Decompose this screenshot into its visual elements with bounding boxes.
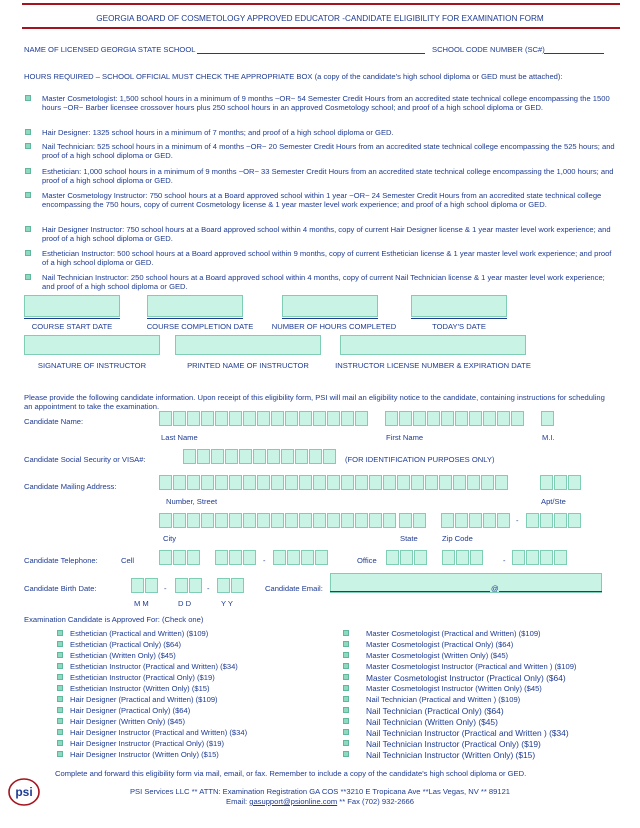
instructor-license-label: INSTRUCTOR LICENSE NUMBER & EXPIRATION DATE bbox=[335, 361, 531, 370]
birth-day-cells[interactable] bbox=[175, 578, 203, 593]
cell-label: Cell bbox=[121, 556, 135, 565]
exam-option-left: Hair Designer (Practical and Written) ($109) bbox=[70, 695, 218, 704]
instructor-signature-field[interactable] bbox=[24, 335, 160, 355]
school-code-label: SCHOOL CODE NUMBER (SC#) bbox=[432, 45, 545, 54]
hours-checkbox-5[interactable] bbox=[25, 226, 31, 232]
mm-label: M M bbox=[134, 599, 149, 608]
instructor-printed-name-label: PRINTED NAME OF INSTRUCTOR bbox=[187, 361, 309, 370]
exam-checkbox-left-11[interactable] bbox=[57, 751, 63, 757]
number-street-label: Number, Street bbox=[166, 497, 218, 506]
exam-option-left: Hair Designer (Written Only) ($45) bbox=[70, 717, 186, 726]
exam-checkbox-left-8[interactable] bbox=[57, 718, 63, 724]
hours-checkbox-2[interactable] bbox=[25, 143, 31, 149]
exam-option-right: Nail Technician Instructor (Practical Only) ($19) bbox=[366, 739, 541, 749]
hours-option-esthetician-instructor: Esthetician Instructor: 500 school hours at a Board approved school within 9 months, copy of current Esthetician license & 1 year master level work experience; and proof of a high school diploma or GED. bbox=[42, 249, 612, 268]
exam-option-right: Nail Technician (Practical and Written ) ($109) bbox=[366, 695, 521, 704]
exam-checkbox-right-3[interactable] bbox=[343, 663, 349, 669]
exam-checkbox-left-0[interactable] bbox=[57, 630, 63, 636]
telephone-label: Candidate Telephone: bbox=[24, 556, 98, 565]
exam-checkbox-right-6[interactable] bbox=[343, 696, 349, 702]
exam-checkbox-left-10[interactable] bbox=[57, 740, 63, 746]
exam-checkbox-left-7[interactable] bbox=[57, 707, 63, 713]
exam-option-left: Esthetician Instructor (Practical Only) ($19) bbox=[70, 673, 215, 682]
course-completion-date-field[interactable] bbox=[147, 295, 243, 317]
exam-option-left: Hair Designer Instructor (Practical and Written) ($34) bbox=[70, 728, 248, 737]
footer-contact bbox=[0, 797, 640, 806]
cell-area-cells[interactable] bbox=[159, 550, 201, 565]
hours-completed-line bbox=[282, 318, 378, 319]
course-completion-label: COURSE COMPLETION DATE bbox=[146, 322, 254, 331]
email-label: Candidate Email: bbox=[265, 584, 323, 593]
hours-checkbox-0[interactable] bbox=[25, 95, 31, 101]
state-cells[interactable] bbox=[399, 513, 427, 528]
hours-option-master-cosmetology-instructor: Master Cosmetology Instructor: 750 school hours at a Board approved school within 1 year ~OR~ 24 Semester Credit Hours from an accredited state technical college encompassing the 750 hours, copy of current Cosmetology license & 1 year master level work experience; and proof of a high school diploma or GED. bbox=[42, 191, 602, 210]
exam-checkbox-left-1[interactable] bbox=[57, 641, 63, 647]
approved-label: Examination Candidate is Approved For: (Check one) bbox=[24, 615, 204, 624]
exam-checkbox-right-0[interactable] bbox=[343, 630, 349, 636]
office-label: Office bbox=[357, 556, 377, 565]
hours-checkbox-1[interactable] bbox=[25, 129, 31, 135]
hours-checkbox-3[interactable] bbox=[25, 168, 31, 174]
exam-option-right: Nail Technician Instructor (Written Only) ($15) bbox=[366, 750, 536, 760]
school-name-label: NAME OF LICENSED GEORGIA STATE SCHOOL bbox=[24, 45, 196, 54]
email-prefix: Email: bbox=[226, 797, 250, 806]
candidate-name-label: Candidate Name: bbox=[24, 417, 84, 426]
exam-checkbox-right-4[interactable] bbox=[343, 674, 349, 680]
course-start-line bbox=[24, 318, 120, 319]
last-name-cells[interactable] bbox=[159, 411, 369, 426]
exam-option-right: Master Cosmetologist Instructor (Written Only) ($45) bbox=[366, 684, 542, 693]
hours-checkbox-7[interactable] bbox=[25, 274, 31, 280]
hours-option-master-cosmetologist: Master Cosmetologist: 1,500 school hours in a minimum of 9 months ~OR~ 54 Semester Credit Hours from an accredited state technical college encompassing the 1500 hours ~OR~ Barber licensee crossover hours plus 250 school hours in an approved Cosmetology school; and proof of a high school diploma or GED. bbox=[42, 94, 610, 113]
course-start-date-field[interactable] bbox=[24, 295, 120, 317]
address-label: Candidate Mailing Address: bbox=[24, 482, 117, 491]
exam-option-left: Esthetician (Practical and Written) ($109) bbox=[70, 629, 209, 638]
street-cells[interactable] bbox=[159, 475, 509, 490]
exam-checkbox-right-10[interactable] bbox=[343, 740, 349, 746]
zip-dash: - bbox=[516, 516, 519, 525]
apt-label: Apt/Ste bbox=[541, 497, 566, 506]
exam-option-left: Esthetician Instructor (Practical and Written) ($34) bbox=[70, 662, 238, 671]
todays-date-label: TODAY'S DATE bbox=[432, 322, 486, 331]
school-code-field[interactable] bbox=[544, 45, 604, 54]
exam-option-left: Hair Designer (Practical Only) ($64) bbox=[70, 706, 191, 715]
hours-option-nail-technician: Nail Technician: 525 school hours in a minimum of 4 months ~OR~ 20 Semester Credit Hours from an accredited state technical college encompassing the 525 hours; and proof of a high school diploma or GED. bbox=[42, 142, 615, 161]
exam-option-right: Nail Technician Instructor (Practical and Written ) ($34) bbox=[366, 728, 569, 738]
course-completion-line bbox=[147, 318, 243, 319]
hours-checkbox-4[interactable] bbox=[25, 192, 31, 198]
exam-option-right: Master Cosmetologist Instructor (Practical Only) ($64) bbox=[366, 673, 566, 683]
exam-option-right: Master Cosmetologist Instructor (Practical and Written ) ($109) bbox=[366, 662, 577, 671]
birth-dash-2: - bbox=[207, 584, 210, 593]
office-dash: - bbox=[503, 556, 506, 565]
form-title: GEORGIA BOARD OF COSMETOLOGY APPROVED EDUCATOR -CANDIDATE ELIGIBILITY FOR EXAMINATION FORM bbox=[96, 14, 544, 23]
exam-checkbox-right-5[interactable] bbox=[343, 685, 349, 691]
todays-date-field[interactable] bbox=[411, 295, 507, 317]
ssn-note: (FOR IDENTIFICATION PURPOSES ONLY) bbox=[345, 455, 495, 464]
fax-text: ** Fax (702) 932-2666 bbox=[337, 797, 414, 806]
birth-year-cells[interactable] bbox=[217, 578, 245, 593]
exam-option-left: Esthetician Instructor (Written Only) ($15) bbox=[70, 684, 210, 693]
exam-option-right: Nail Technician (Practical Only) ($64) bbox=[366, 706, 504, 716]
middle-initial-cell[interactable] bbox=[541, 411, 555, 426]
support-email-link[interactable]: gasupport@psionline.com bbox=[249, 797, 338, 806]
exam-checkbox-left-6[interactable] bbox=[57, 696, 63, 702]
exam-checkbox-left-4[interactable] bbox=[57, 674, 63, 680]
exam-option-left: Hair Designer Instructor (Practical Only) ($19) bbox=[70, 739, 225, 748]
exam-checkbox-right-7[interactable] bbox=[343, 707, 349, 713]
hours-completed-label: NUMBER OF HOURS COMPLETED bbox=[271, 322, 397, 331]
exam-option-left: Esthetician (Practical Only) ($64) bbox=[70, 640, 181, 649]
yy-label: Y Y bbox=[221, 599, 233, 608]
ssn-label: Candidate Social Security or VISA#: bbox=[24, 455, 146, 464]
todays-date-line bbox=[411, 318, 507, 319]
exam-checkbox-left-2[interactable] bbox=[57, 652, 63, 658]
exam-option-right: Master Cosmetologist (Practical and Written) ($109) bbox=[366, 629, 541, 638]
first-name-label: First Name bbox=[386, 433, 424, 442]
apt-cells[interactable] bbox=[540, 475, 582, 490]
hours-option-hair-designer-instructor: Hair Designer Instructor: 750 school hours at a Board approved school within 4 months, copy of current Hair Designer license & 1 year master level work experience; and proof of a high school diploma or GED. bbox=[42, 225, 611, 244]
exam-option-right: Nail Technician (Written Only) ($45) bbox=[366, 717, 498, 727]
exam-checkbox-left-3[interactable] bbox=[57, 663, 63, 669]
school-name-field[interactable] bbox=[197, 45, 425, 54]
middle-initial-label: M.I. bbox=[542, 433, 555, 442]
exam-checkbox-right-1[interactable] bbox=[343, 641, 349, 647]
instructor-printed-name-field[interactable] bbox=[175, 335, 321, 355]
birth-dash-1: - bbox=[164, 584, 167, 593]
exam-option-right: Master Cosmetologist (Written Only) ($45) bbox=[366, 651, 509, 660]
office-line-cells[interactable] bbox=[512, 550, 568, 565]
hours-checkbox-6[interactable] bbox=[25, 250, 31, 256]
hours-option-nail-technician-instructor: Nail Technician Instructor: 250 school hours at a Board approved school within 4 months, copy of current Nail Technician license & 1 year master level work experience; and proof of a high school diploma or GED. bbox=[42, 273, 605, 292]
office-area-cells[interactable] bbox=[386, 550, 428, 565]
city-cells[interactable] bbox=[159, 513, 397, 528]
zip-cells[interactable] bbox=[441, 513, 511, 528]
first-name-cells[interactable] bbox=[385, 411, 525, 426]
exam-checkbox-right-2[interactable] bbox=[343, 652, 349, 658]
cell-line-cells[interactable] bbox=[273, 550, 329, 565]
email-at: @ bbox=[491, 584, 499, 593]
hours-intro: HOURS REQUIRED – SCHOOL OFFICIAL MUST CHECK THE APPROPRIATE BOX (a copy of the candidate's high school diploma or GED must be attached): bbox=[24, 72, 563, 81]
exam-checkbox-right-8[interactable] bbox=[343, 718, 349, 724]
email-user-line bbox=[330, 583, 490, 592]
top-rule bbox=[22, 3, 620, 5]
footer-address: PSI Services LLC ** ATTN: Examination Registration GA COS **3210 E Tropicana Ave **Las Vegas, NV ** 89121 bbox=[129, 787, 511, 796]
hours-option-hair-designer: Hair Designer: 1325 school hours in a minimum of 7 months; and proof of a high school diploma or GED. bbox=[42, 128, 394, 137]
exam-option-left: Esthetician (Written Only) ($45) bbox=[70, 651, 176, 660]
exam-option-left: Hair Designer Instructor (Written Only) ($15) bbox=[70, 750, 219, 759]
birth-date-label: Candidate Birth Date: bbox=[24, 584, 97, 593]
hours-option-esthetician: Esthetician: 1,000 school hours in a minimum of 9 months ~OR~ 33 Semester Credit Hours from an accredited state technical college encompassing the 1,000 hours; and proof of a high school diploma or GED. bbox=[42, 167, 614, 186]
last-name-label: Last Name bbox=[161, 433, 198, 442]
email-domain-line bbox=[499, 583, 602, 592]
hours-completed-field[interactable] bbox=[282, 295, 378, 317]
exam-option-right: Master Cosmetologist (Practical Only) ($64) bbox=[366, 640, 514, 649]
exam-checkbox-left-9[interactable] bbox=[57, 729, 63, 735]
cell-prefix-cells[interactable] bbox=[215, 550, 257, 565]
exam-checkbox-right-9[interactable] bbox=[343, 729, 349, 735]
dd-label: D D bbox=[178, 599, 192, 608]
psi-logo-text: psi bbox=[15, 785, 33, 799]
exam-checkbox-left-5[interactable] bbox=[57, 685, 63, 691]
zip-plus4-cells[interactable] bbox=[526, 513, 582, 528]
footer-instructions: Complete and forward this eligibility form via mail, email, or fax. Remember to include a copy of the candidate's high school diploma or GED. bbox=[55, 769, 527, 778]
ssn-cells[interactable] bbox=[183, 449, 337, 464]
exam-checkbox-right-11[interactable] bbox=[343, 751, 349, 757]
city-label: City bbox=[163, 534, 177, 543]
state-label: State bbox=[400, 534, 418, 543]
instructor-signature-label: SIGNATURE OF INSTRUCTOR bbox=[37, 361, 147, 370]
title-rule bbox=[22, 27, 620, 29]
cell-dash: - bbox=[263, 556, 266, 565]
zip-label: Zip Code bbox=[442, 534, 473, 543]
instructor-license-field[interactable] bbox=[340, 335, 526, 355]
course-start-label: COURSE START DATE bbox=[31, 322, 113, 331]
birth-month-cells[interactable] bbox=[131, 578, 159, 593]
candidate-intro: Please provide the following candidate information. Upon receipt of this eligibility form, PSI will mail an eligibility notice to the candidate, containing instructions for scheduling an appointment to take the examination. bbox=[24, 393, 605, 412]
office-prefix-cells[interactable] bbox=[442, 550, 484, 565]
